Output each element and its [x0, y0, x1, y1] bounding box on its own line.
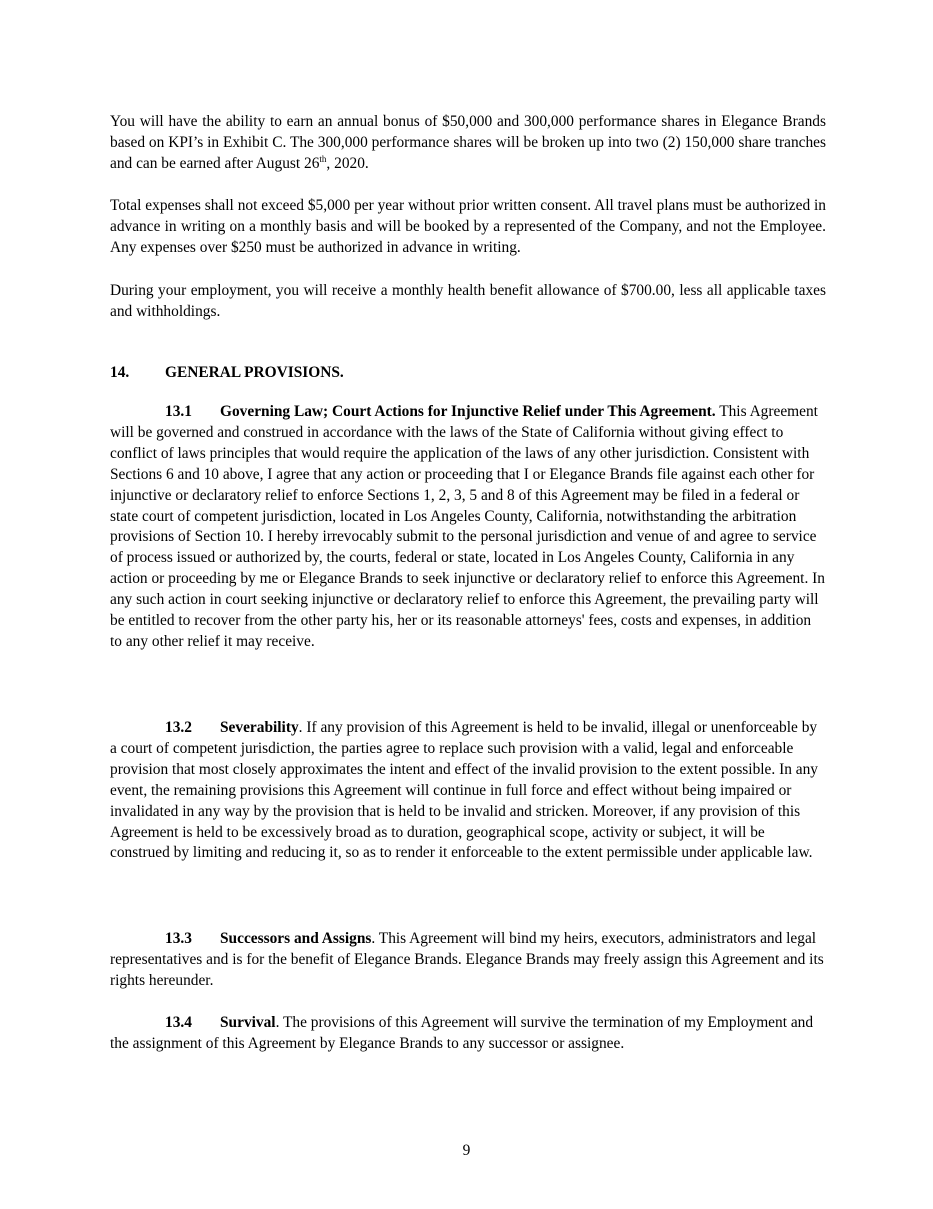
section-13-3: [110, 929, 826, 992]
bonus-text: You will have the ability to earn an annual bonus of $50,000 and 300,000 performance shares in Elegance Brands based on KPI’s in Exhibit C. The 300,000 performance shares will be broken up into two (2) 150,000 share tranches and can be earned after August 26: [110, 113, 826, 172]
section-13-1-title: Governing Law; Court Actions for Injunctive Relief under This Agreement.: [220, 403, 716, 420]
section-13-1: [110, 402, 826, 653]
section-13-3-body: . This Agreement will bind my heirs, executors, administrators and legal representatives and is for the benefit of Elegance Brands. Elegance Brands may freely assign this Agreement and its rights hereunder.: [110, 930, 824, 989]
section-13-4: [110, 1013, 826, 1055]
page-number: 9: [462, 1142, 471, 1159]
section-heading: [110, 363, 344, 384]
section-13-4-number: 13.4: [165, 1014, 192, 1031]
expenses-paragraph: Total expenses shall not exceed $5,000 per year without prior written consent. All travel plans must be authorized in advance in writing on a monthly basis and will be booked by a represented of the Company, and not the Employee. Any expenses over $250 must be authorized in advance in writing.: [110, 197, 826, 256]
section-13-4-title: Survival: [220, 1014, 276, 1031]
bonus-text-end: , 2020.: [326, 154, 369, 172]
section-13-1-number: 13.1: [165, 403, 192, 420]
section-13-3-number: 13.3: [165, 930, 192, 947]
section-13-1-body: This Agreement will be governed and construed in accordance with the laws of the State of California without giving effect to conflict of laws principles that would require the application of the laws of any other jurisdiction. Consistent with Sections 6 and 10 above, I agree that any action or proceeding that I or Elegance Brands file against each other for injunctive or declaratory relief to enforce Sections 1, 2, 3, 5 and 8 of this Agreement may be filed in a federal or state court of competent jurisdiction, located in Los Angeles County, California, notwithstanding the arbitration provisions of Section 10. I hereby irrevocably submit to the personal jurisdiction and venue of and agree to service of process issued or authorized by, the courts, federal or state, located in Los Angeles County, California in any action or proceeding by me or Elegance Brands to seek injunctive or declaratory relief to enforce this Agreement. In any such action in court seeking injunctive or declaratory relief to enforce this Agreement, the prevailing party will be entitled to recover from the other party his, her or its reasonable attorneys' fees, costs and expenses, in addition to any other relief it may receive.: [110, 403, 825, 650]
section-13-2-number: 13.2: [165, 719, 192, 736]
section-heading-number: 14.: [110, 364, 130, 381]
section-heading-title: GENERAL PROVISIONS.: [165, 364, 344, 381]
health-benefit-paragraph: During your employment, you will receive a monthly health benefit allowance of $700.00, less all applicable taxes and withholdings.: [110, 282, 826, 320]
bonus-superscript: th: [319, 153, 327, 164]
section-13-2-body: . If any provision of this Agreement is held to be invalid, illegal or unenforceable by a court of competent jurisdiction, the parties agree to replace such provision with a valid, legal and enforceable provision that most closely approximates the intent and effect of the invalid provision to the extent possible. In any event, the remaining provisions this Agreement will continue in full force and effect without being impaired or invalidated in any way by the provision that is held to be invalid and stricken. Moreover, if any provision of this Agreement is held to be excessively broad as to duration, geographical scope, activity or subject, it will be construed by limiting and reducing it, so as to render it enforceable to the extent permissible under applicable law.: [110, 719, 818, 862]
section-13-4-body: . The provisions of this Agreement will survive the termination of my Employment and the assignment of this Agreement by Elegance Brands to any successor or assignee.: [110, 1014, 814, 1052]
section-13-2-title: Severability: [220, 719, 299, 736]
section-13-3-title: Successors and Assigns: [220, 930, 372, 947]
bonus-paragraph: [110, 112, 826, 175]
section-13-2: [110, 718, 826, 864]
